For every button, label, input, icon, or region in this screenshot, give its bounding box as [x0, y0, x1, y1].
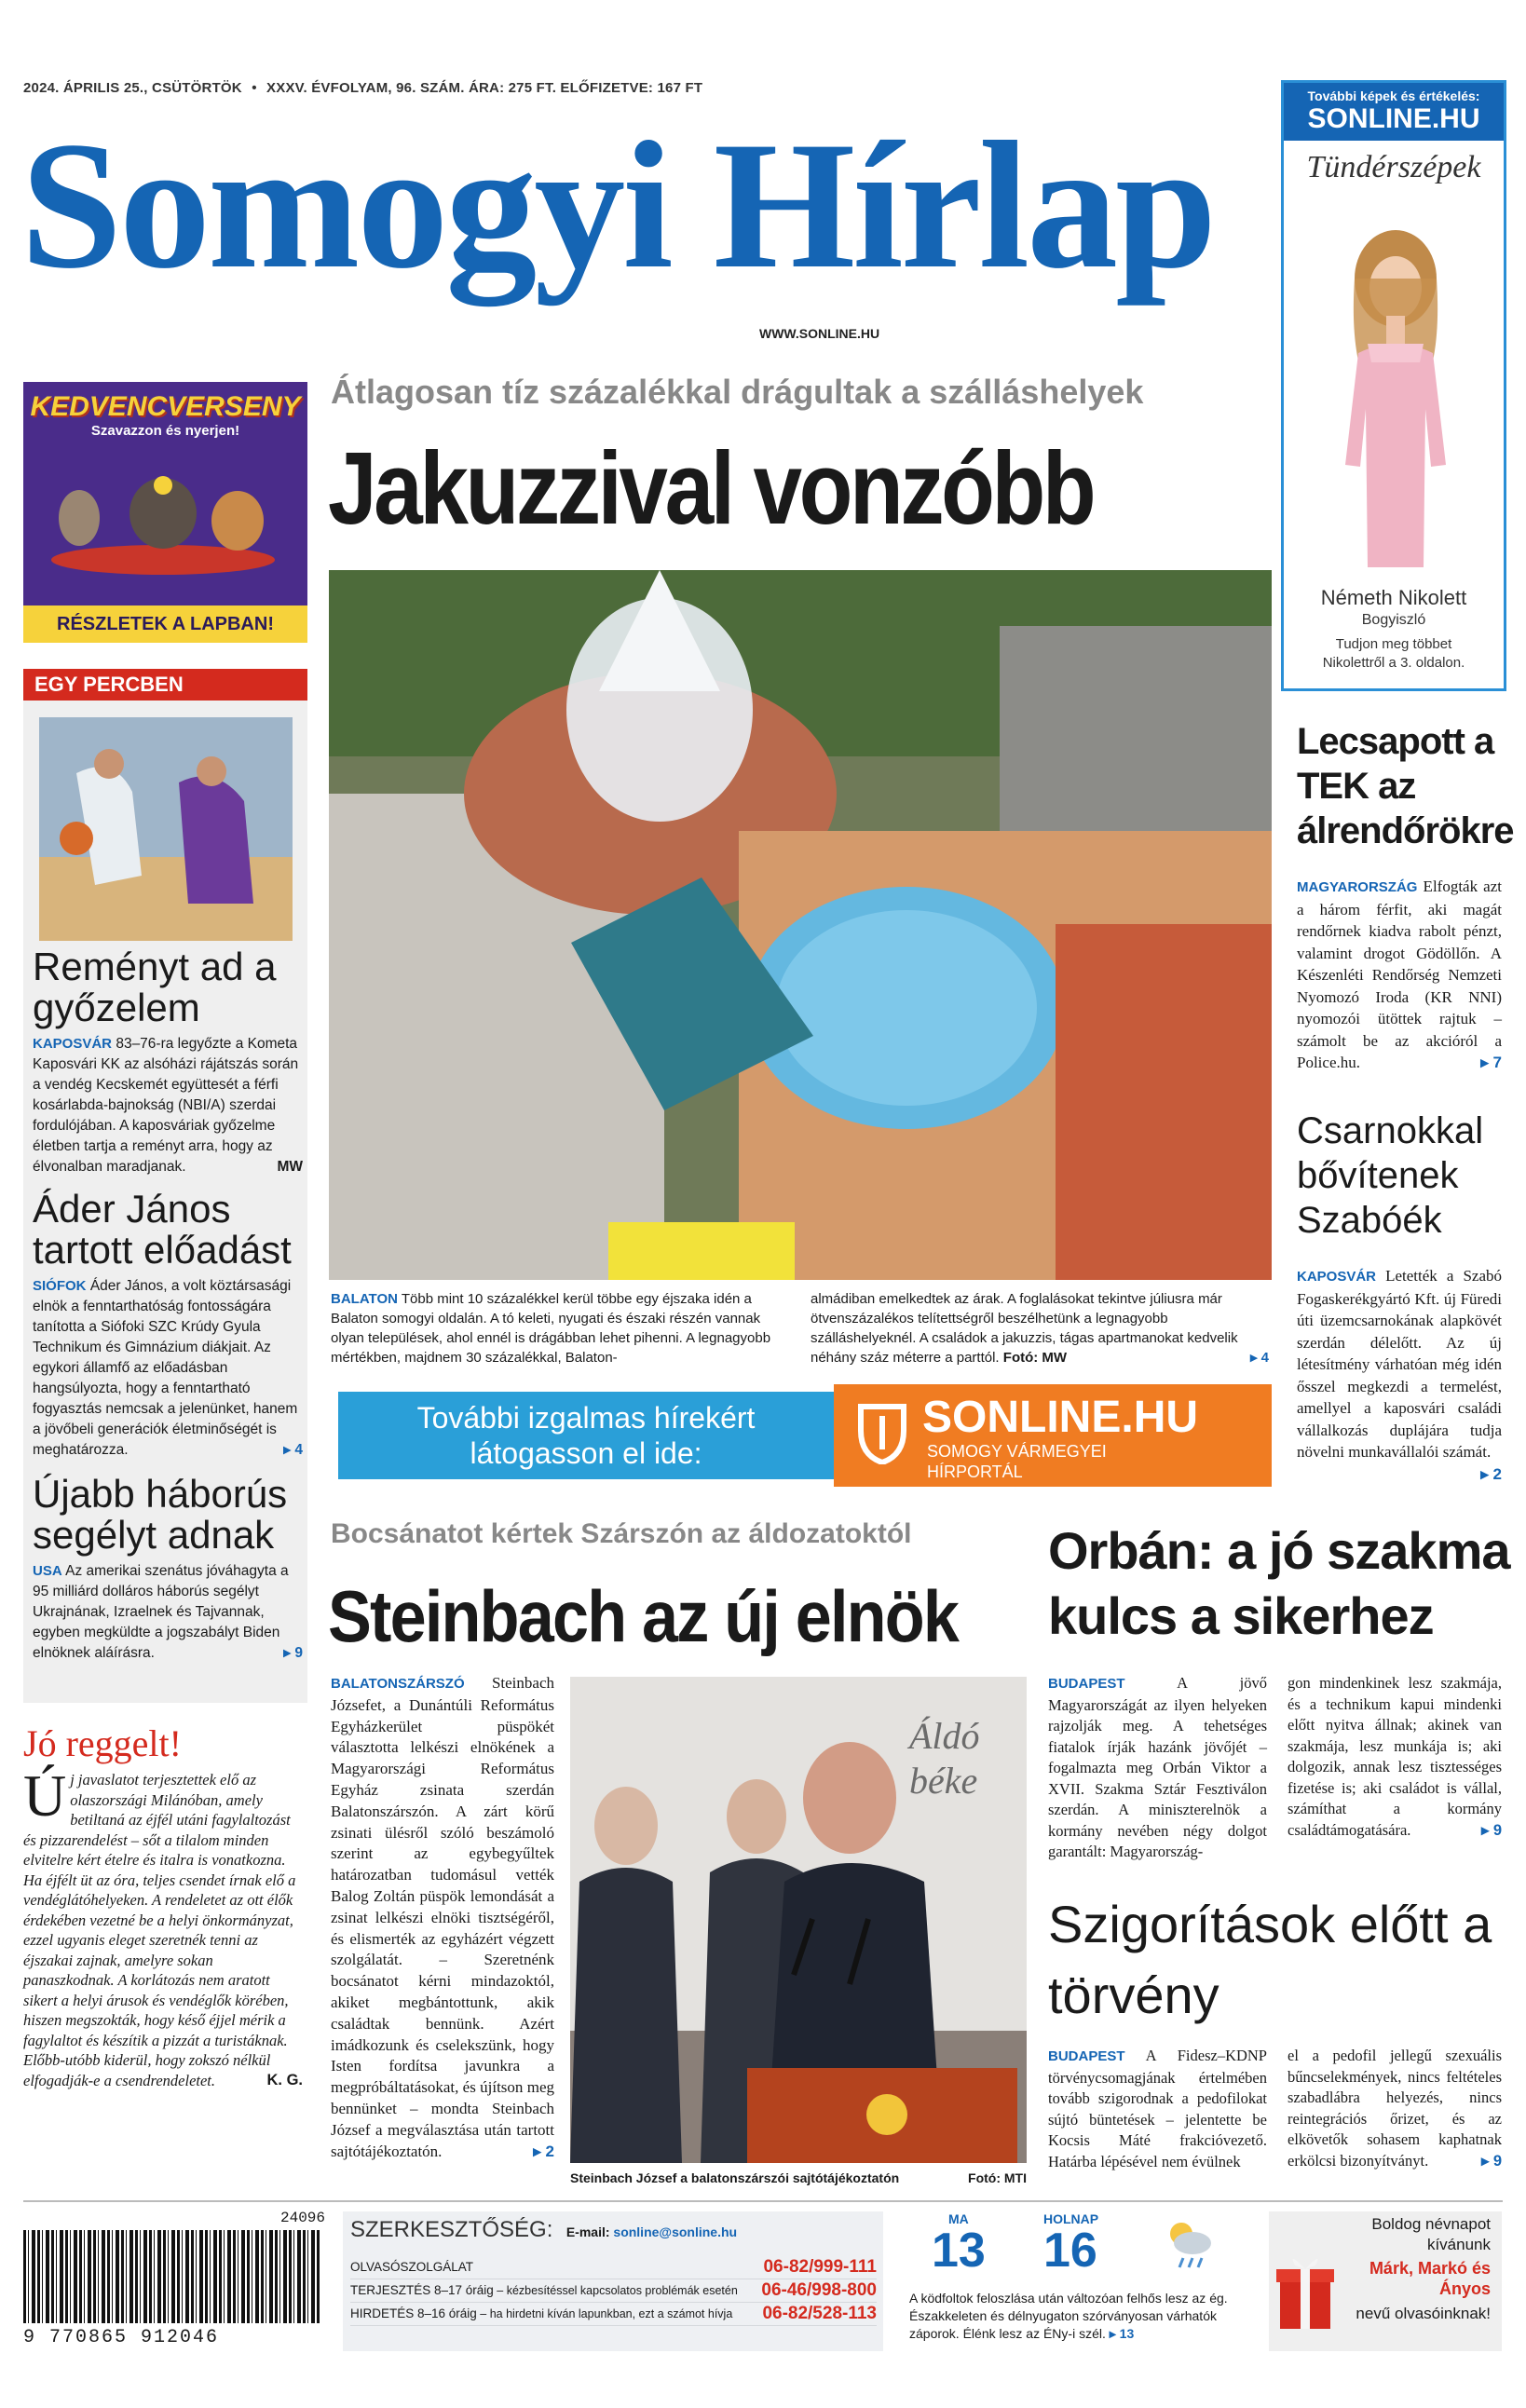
szabo-page-link[interactable]: ▸ 2 — [1480, 1464, 1502, 1483]
contact-note-text: – ha hirdetni kíván lapunkban, ezt a számot hívja — [476, 2307, 733, 2320]
law-text2: el a pedofil jellegű szexuális bűncselekmények, nincs feltételes szabadlábra helyezés, nincs reintegrációs őrizet, és az elkövetők sohasem kaphatnak erkölcsi bizonyítványt. — [1288, 2047, 1502, 2170]
nameday-line1: Boldog névnapot — [1371, 2215, 1491, 2233]
dateline-row: 2024. ÁPRILIS 25., CSÜTÖRTÖK • XXXV. ÉVFOLYAM, 96. SZÁM. ÁRA: 275 FT. ELŐFIZETVE: 167 FT — [23, 80, 703, 96]
ad-kedvencverseny[interactable] — [23, 382, 307, 643]
law-headline[interactable]: Szigorítások előtt a törvény — [1048, 1895, 1492, 2024]
editorial-office — [343, 2211, 883, 2351]
contact-phone[interactable]: 06-82/999-111 — [763, 2257, 877, 2277]
jo-reggelt-signature: K. G. — [266, 2071, 303, 2088]
steinbach-photo-credit: Fotó: MTI — [968, 2170, 1027, 2185]
lead-headline[interactable]: Jakuzzival vonzóbb — [328, 431, 1094, 546]
banner-sub1: SOMOGY VÁRMEGYEI — [927, 1442, 1107, 1461]
basketball-photo — [39, 717, 293, 941]
lead-overline: Átlagosan tíz százalékkal drágultak a szálláshelyek — [331, 373, 1144, 411]
promo-cta-1: Tudjon meg többet — [1335, 636, 1452, 652]
email-label: E-mail: — [565, 2224, 610, 2239]
steinbach-headline[interactable]: Steinbach az új elnök — [328, 1575, 959, 1657]
office-contact-rows — [350, 2256, 877, 2326]
nameday-line2: kívánunk — [1426, 2236, 1491, 2253]
story2-body — [33, 1276, 303, 1461]
weather-today-temp: 13 — [932, 2224, 986, 2278]
weather-tomorrow-temp: 16 — [1043, 2224, 1097, 2278]
lead-page-link[interactable]: ▸ 4 — [1249, 1350, 1269, 1366]
tek-headline[interactable]: Lecsapott a TEK az álrendőrökre — [1297, 721, 1514, 851]
promo-place: Bogyiszló — [1361, 612, 1426, 628]
steinbach-text: Steinbach Józsefet, a Dunántúli Református Egyházkerület püspökét választotta lelkészi elnökének a Magyarországi Református Egyház zsinata szerdán Balatonszárszón. A zárt körű zsinati ülésről szóló beszámoló szerint az egybegyűltek határozatban tudomásul vették Balog Zoltán püspök lemondását a zsinat lelkészi elnöki tisztségéről, és elismerték az egyházért végzett szolgálatát. – Szeretnénk bocsánatot kérni mindazoktól, akiket megbántottunk, akik családtak bennünk. Azért imádkozunk és cselekszünk, hogy Isten fordítsa javunkra a megpróbáltatásokat, és újítson meg bennünket – mondta Steinbach József a megválasztása után tartott sajtótájékoztatón. — [331, 1674, 554, 2160]
tek-text: Elfogták azt a három férfit, aki magát rendőrnek kiadva rabolt pénzt, valamint drogot Gödöllőn. A Készenléti Rendőrség Nemzeti Nyomozó Iroda (KR NNI) nyomozói ütöttek rajtuk – számolt be az akcióról a Police.hu. — [1297, 877, 1502, 1071]
story2-page-link[interactable]: ▸ 4 — [283, 1442, 303, 1458]
story3-kicker: USA — [33, 1563, 62, 1579]
weather-text — [909, 2290, 1254, 2343]
lead-photo-credit: Fotó: MW — [1002, 1350, 1068, 1366]
promo-site: SONLINE.HU — [1284, 103, 1504, 141]
egy-percben-label: EGY PERCBEN — [23, 669, 307, 701]
steinbach-photo — [570, 1677, 1027, 2163]
weather-today-label: MA — [948, 2211, 969, 2226]
banner-left-line1: További izgalmas hírekért — [416, 1401, 756, 1435]
law-body-col1 — [1048, 2046, 1267, 2172]
lead-caption-text2: almádiban emelkedtek az árak. A foglalásokat tekintve júliusra már ötvenszázalékos telítettségről beszélhetünk a legnagyobb szálláshelyeknél. A családok a jakuzzis, tágas apartmanokat kedvelik néhány száz méterre a parttól. — [811, 1291, 1238, 1366]
banner-left-line2: látogasson el ide: — [470, 1436, 702, 1470]
barcode — [23, 2210, 331, 2349]
banner-sub2: HÍRPORTÁL — [927, 1462, 1023, 1481]
lead-kicker: BALATON — [331, 1291, 398, 1307]
szabo-kicker: KAPOSVÁR — [1297, 1269, 1377, 1285]
barcode-top-number: 24096 — [279, 2210, 325, 2226]
story1-text: 83–76-ra legyőzte a Kometa Kaposvári KK az alsóházi rájátszás során a vendég Kecskemét együttesét a férfi kosárlabda-bajnokság (NBI/A) szerdai fordulójában. A kaposváriak győzelme életben tartja a reményt arra, hogy az élvonalban maradjanak. — [33, 1036, 299, 1175]
ad-kedvenc-footer: RÉSZLETEK A LAPBAN! — [23, 605, 307, 643]
footer-rule — [23, 2200, 1503, 2202]
steinbach-podium-sign: Áldó béke — [909, 1715, 980, 1802]
nameday-box — [1269, 2211, 1502, 2351]
story3-text: Az amerikai szenátus jóváhagyta a 95 milliárd dolláros háborús segélyt Ukrajnának, Izraelnek és Tajvannak, egyben megküldte a jogszabályt Biden elnöknek aláírásra. — [33, 1563, 289, 1661]
issue-info: XXXV. ÉVFOLYAM, 96. SZÁM. ÁRA: 275 FT. ELŐFIZETVE: 167 FT — [266, 80, 703, 96]
steinbach-kicker: BALATONSZÁRSZÓ — [331, 1676, 465, 1692]
gift-icon — [1274, 2249, 1336, 2337]
promo-box[interactable] — [1281, 80, 1506, 691]
promo-cta-2: Nikolettről a 3. oldalon. — [1322, 655, 1465, 671]
website-url[interactable]: WWW.SONLINE.HU — [759, 326, 880, 341]
jo-reggelt-dropcap: Ú — [23, 1762, 67, 1829]
story2-headline[interactable]: Áder János tartott előadást — [33, 1187, 292, 1272]
orban-kicker: BUDAPEST — [1048, 1676, 1125, 1692]
weather-page-link[interactable]: ▸ 13 — [1109, 2326, 1135, 2341]
steinbach-photo-caption-row — [570, 2170, 1027, 2185]
barcode-bars — [23, 2230, 321, 2323]
contact-note-text: – kézbesítéssel kapcsolatos problémák esetén — [493, 2284, 738, 2297]
steinbach-overline: Bocsánatot kértek Szárszón az áldozatoktól — [331, 1518, 912, 1549]
tek-kicker: MAGYARORSZÁG — [1297, 879, 1418, 895]
orban-headline[interactable]: Orbán: a jó szakma kulcs a sikerhez — [1048, 1521, 1510, 1645]
orban-body-col2 — [1288, 1673, 1502, 1841]
story1-kicker: KAPOSVÁR — [33, 1036, 113, 1052]
jo-reggelt-title: Jó reggelt! — [23, 1722, 182, 1764]
steinbach-body — [331, 1673, 554, 2162]
ad-kedvenc-title: KEDVENCVERSENY — [30, 391, 301, 422]
contact-label-text: HIRDETÉS 8–16 óráig — [350, 2306, 477, 2320]
nameday-line3: nevű olvasóinknak! — [1356, 2305, 1491, 2322]
story2-text: Áder János, a volt köztársasági elnök a fenntarthatóság fontosságára tanította a Siófoki SZC Krúdy Gyula Technikum és Gimnázium diákjait. Az egykori államfő az előadásban hangsúlyozta, hogy a fenntartható fogyasztás nemcsak a jelenünket, hanem a jövőbeli generációk életminőségét is meghatározza. — [33, 1278, 298, 1458]
ad-kedvenc-subtitle: Szavazzon és nyerjen! — [90, 423, 240, 439]
office-contact-label — [350, 2279, 738, 2302]
sonline-banner[interactable] — [331, 1384, 1272, 1487]
story2-kicker: SIÓFOK — [33, 1278, 87, 1294]
story3-page-link[interactable]: ▸ 9 — [283, 1645, 303, 1661]
office-contact-row — [350, 2256, 877, 2279]
nameday-names: Márk, Markó és Ányos — [1369, 2259, 1491, 2298]
orban-body-col1 — [1048, 1673, 1267, 1863]
steinbach-photo-caption: Steinbach József a balatonszárszói sajtótájékoztatón — [570, 2170, 900, 2185]
ad-pets-illustration — [23, 439, 307, 578]
law-body-col2 — [1288, 2046, 1502, 2171]
office-title: SZERKESZTŐSÉG: — [350, 2217, 553, 2242]
story1-body — [33, 1034, 303, 1177]
story3-body — [33, 1561, 303, 1664]
promo-model-photo — [1321, 223, 1470, 567]
lead-caption-col2 — [811, 1289, 1269, 1367]
orban-text2: gon mindenkinek lesz szakmája, és a technikum kapui mindenki előtt nyitva állnak; akinek van szakmája, lesz munkája is; aki dolgozik, annak lesz tisztességes fizetése is; aki családot is vállal, számíthat a kormány családtámogatására. — [1288, 1674, 1502, 1839]
law-page-link[interactable]: ▸ 9 — [1480, 2152, 1502, 2170]
weather-cloud-rain-icon — [1157, 2213, 1217, 2278]
dateline: 2024. ÁPRILIS 25., CSÜTÖRTÖK — [23, 80, 242, 96]
contact-phone[interactable]: 06-46/998-800 — [761, 2280, 877, 2300]
lead-caption-col1 — [331, 1289, 778, 1367]
office-contact-label — [350, 2256, 473, 2279]
story3-headline[interactable]: Újabb háborús segélyt adnak — [33, 1472, 288, 1557]
jo-reggelt-text: j javaslatot terjesztettek elő az olaszországi Milánóban, amely betiltaná az éjfél utáni fagylaltozást és pizzarendelést – sőt a tilalom minden elvitelre kért ételre és italra is vonatkozna. Ha éjfélt üt az óra, teljes csendet írnak elő a vendéglátóhelyeken. A rendeletet az ott élők érdekében vezetné be a helyi önkormányzat, ezzel ugyanis eleget szeretnék tenni az éjszakai zajnak, amelyre sokan panaszkodnak. A korlátozás nem aratott sikert a helyi árusok és vendéglők körében, hiszen megszokták, hogy késő éjjel mérik a fagylaltot és készítik a pizzát a turistáknak. Előbb-utóbb kiderül, hogy zokszó nélkül elfogadják-e a csendrendeletet. — [23, 1771, 296, 2089]
promo-script-title: Tündérszépek — [1306, 150, 1481, 184]
orban-page-link[interactable]: ▸ 9 — [1480, 1821, 1502, 1839]
newspaper-title: Somogyi Hírlap — [20, 104, 1215, 306]
office-contact-row — [350, 2303, 877, 2326]
story1-signature: MW — [277, 1159, 303, 1175]
banner-brand: SONLINE.HU — [922, 1393, 1199, 1442]
szabo-headline[interactable]: Csarnokkal bővítenek Szabóék — [1297, 1110, 1484, 1241]
weather-forecast: A ködfoltok feloszlása után változóan felhős lesz az ég. Északkeleten és délnyugaton szórványosan várhatók záporok. Élénk lesz az ÉNy-i szél. — [909, 2291, 1228, 2341]
weather-box — [906, 2211, 1260, 2351]
office-contact-label — [350, 2303, 732, 2325]
jo-reggelt-body — [23, 1762, 303, 2090]
contact-phone[interactable]: 06-82/528-113 — [762, 2304, 877, 2323]
orban-text1: A jövő Magyarországát az ilyen helyeken rajzolják meg. A tehetséges fiatalok írják hazánk jövőjét – fogalmazta meg Orbán Viktor a XVII. Szakma Sztár Fesztiválon szerdán. A miniszterelnök a kormány nevében négy dolgot garantált: Magyarország- — [1048, 1674, 1267, 1860]
office-contact-row — [350, 2279, 877, 2303]
steinbach-page-link[interactable]: ▸ 2 — [533, 2142, 554, 2160]
email-address[interactable]: sonline@sonline.hu — [613, 2224, 738, 2239]
szabo-text: Letették a Szabó Fogaskerékgyártó Kft. új Füredi úti üzemcsarnokának alapkövét szerdán délelőtt. Az új létesítmény várhatóan még idén ősszel megkezdi a termelést, amellyel a kaposvári családi vállalkozás duplájára tudja növelni munkavállalói számát. — [1297, 1267, 1502, 1461]
contact-label-text: TERJESZTÉS 8–17 óráig — [350, 2283, 494, 2297]
szabo-body — [1297, 1265, 1502, 1485]
lead-caption-text1: Több mint 10 százalékkel kerül többe egy éjszaka idén a Balaton somogyi oldalán. A tó keleti, nyugati és északi részén vannak olyan települések, ahol ennél is drágábban lehet pihenni. A legnagyobb mértékben, majdnem 30 százalékkal, Balaton- — [331, 1291, 771, 1366]
law-text1: A Fidesz–KDNP törvénycsomagjának értelmében tovább szigorodnak a pedofilokat sújtó büntetések – jelentette be Kocsis Máté frakcióvezető. Határba lépésével nem évülnek — [1048, 2047, 1267, 2170]
law-kicker: BUDAPEST — [1048, 2048, 1125, 2064]
tek-body — [1297, 876, 1502, 1074]
banner-shield-icon — [857, 1403, 907, 1469]
weather-tomorrow-label: HOLNAP — [1043, 2211, 1099, 2226]
promo-top-line: További képek és értékelés: — [1284, 83, 1504, 103]
tek-page-link[interactable]: ▸ 7 — [1480, 1054, 1502, 1071]
barcode-bottom-number: 9 770865 912046 — [23, 2327, 220, 2348]
promo-name: Németh Nikolett — [1320, 586, 1467, 609]
story1-headline[interactable]: Reményt ad a győzelem — [33, 945, 277, 1029]
contact-label-text: OLVASÓSZOLGÁLAT — [350, 2260, 474, 2274]
lead-photo-jacuzzi — [329, 570, 1272, 1280]
